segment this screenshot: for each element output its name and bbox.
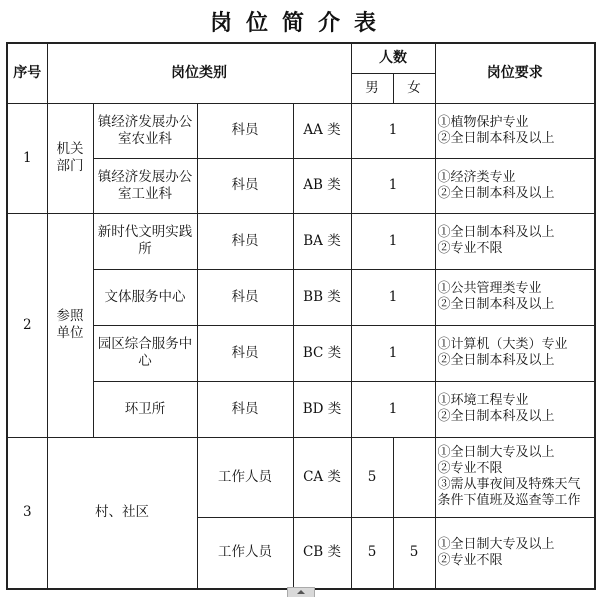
header-requirements: 岗位要求 — [435, 43, 595, 103]
group-seq: 1 — [7, 103, 47, 213]
position-code: AB 类 — [293, 158, 351, 213]
male-count: 5 — [351, 517, 393, 589]
headcount: 1 — [351, 381, 435, 437]
header-count: 人数 — [351, 43, 435, 73]
table-row — [7, 158, 595, 213]
unit-name: 镇经济发展办公室农业科 — [93, 103, 197, 158]
unit-name: 园区综合服务中心 — [93, 325, 197, 381]
position-code: AA 类 — [293, 103, 351, 158]
requirements: ①经济类专业 ②全日制本科及以上 — [435, 158, 595, 213]
unit-name: 新时代文明实践所 — [93, 213, 197, 269]
header-category: 岗位类别 — [47, 43, 351, 103]
headcount: 1 — [351, 158, 435, 213]
position-code: CA 类 — [293, 437, 351, 517]
group-seq: 2 — [7, 213, 47, 437]
page-title: 岗位简介表 — [209, 10, 390, 36]
header-seq: 序号 — [7, 43, 47, 103]
position-code: BC 类 — [293, 325, 351, 381]
header-male: 男 — [351, 73, 393, 103]
requirements: ①植物保护专业 ②全日制本科及以上 — [435, 103, 595, 158]
headcount: 1 — [351, 325, 435, 381]
position-name: 科员 — [197, 269, 293, 325]
position-name: 科员 — [197, 213, 293, 269]
unit-name: 镇经济发展办公室工业科 — [93, 158, 197, 213]
female-count: 5 — [393, 517, 435, 589]
table-row — [7, 103, 595, 158]
header-female: 女 — [393, 73, 435, 103]
position-code: BD 类 — [293, 381, 351, 437]
position-name: 工作人员 — [197, 517, 293, 589]
unit-name: 文体服务中心 — [93, 269, 197, 325]
position-code: BA 类 — [293, 213, 351, 269]
requirements: ①全日制大专及以上 ②专业不限 — [435, 517, 595, 589]
requirements: ①全日制大专及以上 ②专业不限 ③需从事夜间及特殊天气 条件下值班及巡查等工作 — [435, 437, 595, 517]
position-name: 科员 — [197, 325, 293, 381]
unit-name: 环卫所 — [93, 381, 197, 437]
position-code: CB 类 — [293, 517, 351, 589]
table-row — [7, 213, 595, 269]
group-dept: 参照单位 — [47, 213, 93, 437]
table-row — [7, 325, 595, 381]
requirements: ①环境工程专业 ②全日制本科及以上 — [435, 381, 595, 437]
requirements: ①公共管理类专业 ②全日制本科及以上 — [435, 269, 595, 325]
position-name: 科员 — [197, 103, 293, 158]
headcount: 1 — [351, 269, 435, 325]
table-row — [7, 381, 595, 437]
position-table — [6, 42, 596, 590]
header-row — [7, 43, 595, 73]
position-name: 科员 — [197, 381, 293, 437]
position-name: 工作人员 — [197, 437, 293, 517]
table-row — [7, 269, 595, 325]
requirements: ①全日制本科及以上 ②专业不限 — [435, 213, 595, 269]
headcount: 1 — [351, 103, 435, 158]
group-seq: 3 — [7, 437, 47, 589]
female-count — [393, 437, 435, 517]
requirements: ①计算机（大类）专业 ②全日制本科及以上 — [435, 325, 595, 381]
position-code: BB 类 — [293, 269, 351, 325]
position-name: 科员 — [197, 158, 293, 213]
headcount: 1 — [351, 213, 435, 269]
group-dept: 村、社区 — [47, 437, 197, 589]
table-row — [7, 437, 595, 517]
male-count: 5 — [351, 437, 393, 517]
group-dept: 机关部门 — [47, 103, 93, 213]
